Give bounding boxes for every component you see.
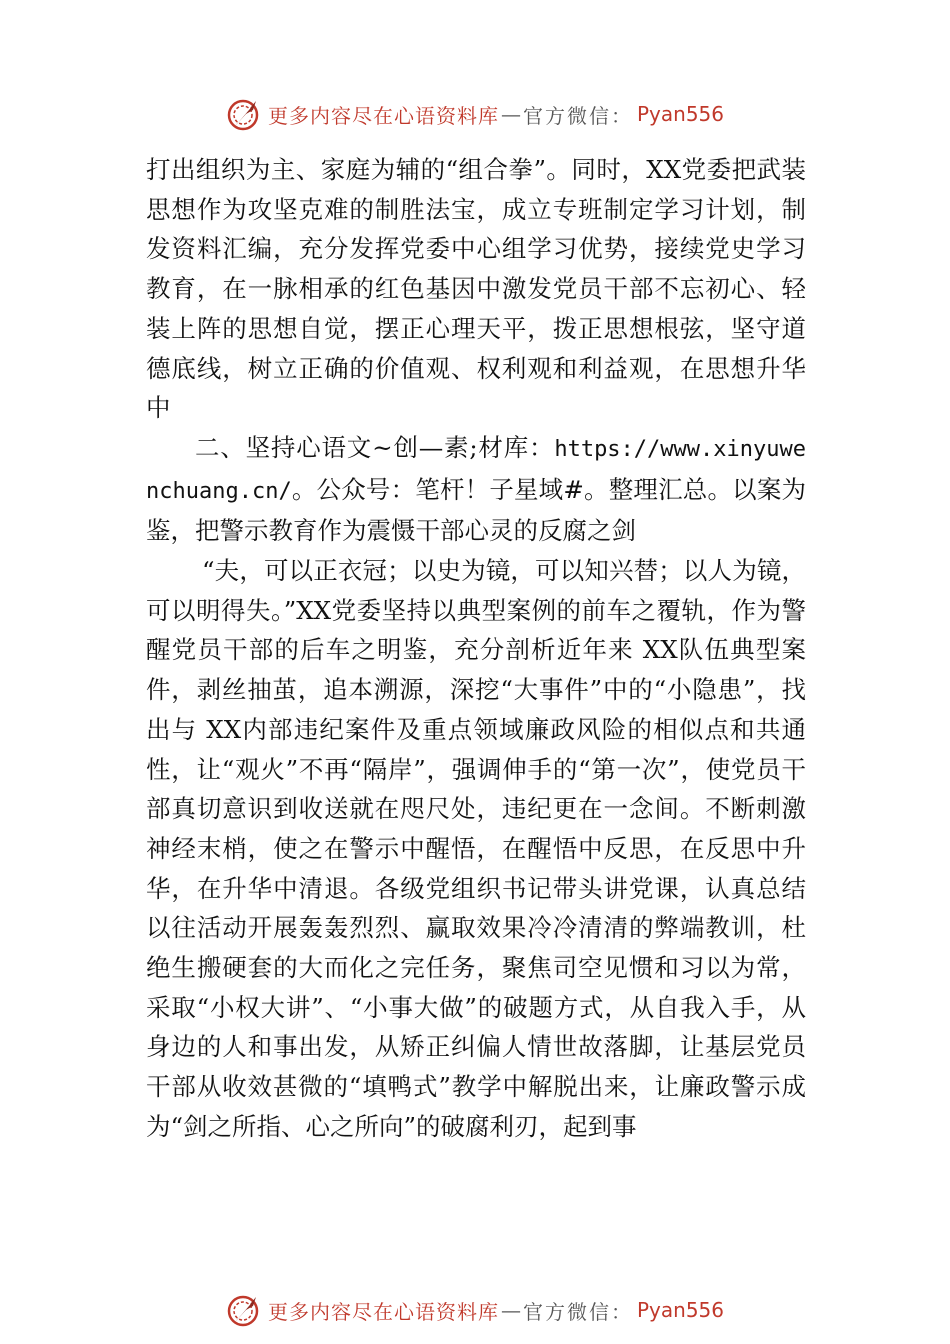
- banner-subtitle: 官方微信：: [522, 103, 633, 128]
- quill-seal-logo-icon: [226, 96, 262, 132]
- paragraph-2-prefix: 二、坚持心语文~创—素;材库：: [195, 432, 555, 462]
- banner-title: 更多内容尽在心语资料库: [267, 103, 499, 128]
- paragraph-3: “夫，可以正衣冠；以史为镜，可以知兴替；以人为镜，可以明得失。”XX党委坚持以典型案例的前车之覆轨，作为警醒党员干部的后车之明鉴，充分剖析近年来 XX队伍典型案件，剥丝抽茧，追本溯源，深挖“大事件”中的“小隐患”，找出与 XX内部违纪案件及重点领域廉政风险的相似点和共通性，让“观火”不再“隔岸”，强调伸手的“第一次”，使党员干部真切意识到收送就在咫尺处，违纪更在一念间。不断刺激神经末梢，使之在警示中醒悟，在醒悟中反思，在反思中升华，在升华中清退。各级党组织书记带头讲党课，认真总结以往活动开展轰轰烈烈、赢取效果冷冷清清的弊端教训，杜绝生搬硬套的大而化之完任务，聚焦司空见惯和习以为常，采取“小权大讲”、“小事大做”的破题方式，从自我入手，从身边的人和事出发，从矫正纠偏人情世故落脚，让基层党员干部从收效甚微的“填鸭式”教学中解脱出来，让廉政警示成为“剑之所指、心之所向”的破腐利刃，起到事: [146, 556, 806, 1141]
- paragraph-1: 打出组织为主、家庭为辅的“组合拳”。同时，XX党委把武装思想作为攻坚克难的制胜法宝，成立专班制定学习计划，制发资料汇编，充分发挥党委中心组学习优势，接续党史学习教育，在一脉相承的红色基因中激发党员干部不忘初心、轻装上阵的思想自觉，摆正心理天平，拨正思想根弦，坚守道德底线，树立正确的价值观、权利观和利益观，在思想升华中: [146, 155, 806, 423]
- quill-seal-logo-icon: [226, 1292, 262, 1328]
- document-body: [146, 150, 806, 1147]
- banner-wechat-id: Pyan556: [636, 1298, 724, 1322]
- footer-banner: [0, 1290, 950, 1330]
- banner-dash: —: [500, 102, 521, 126]
- banner-subtitle: 官方微信：: [522, 1299, 633, 1324]
- paragraph-2: [146, 428, 806, 551]
- banner-dash: —: [500, 1298, 521, 1322]
- paragraph-2-url: https://​www.xinyuwenchuang.cn/: [146, 436, 806, 504]
- banner-wechat-id: Pyan556: [636, 102, 724, 126]
- paragraph-2-suffix: 。公众号：笔杆！子星域#。整理汇总。以案为鉴，把警示教育作为震慑干部心灵的反腐之剑: [146, 474, 806, 546]
- banner-title: 更多内容尽在心语资料库: [267, 1299, 499, 1324]
- header-banner: [0, 94, 950, 134]
